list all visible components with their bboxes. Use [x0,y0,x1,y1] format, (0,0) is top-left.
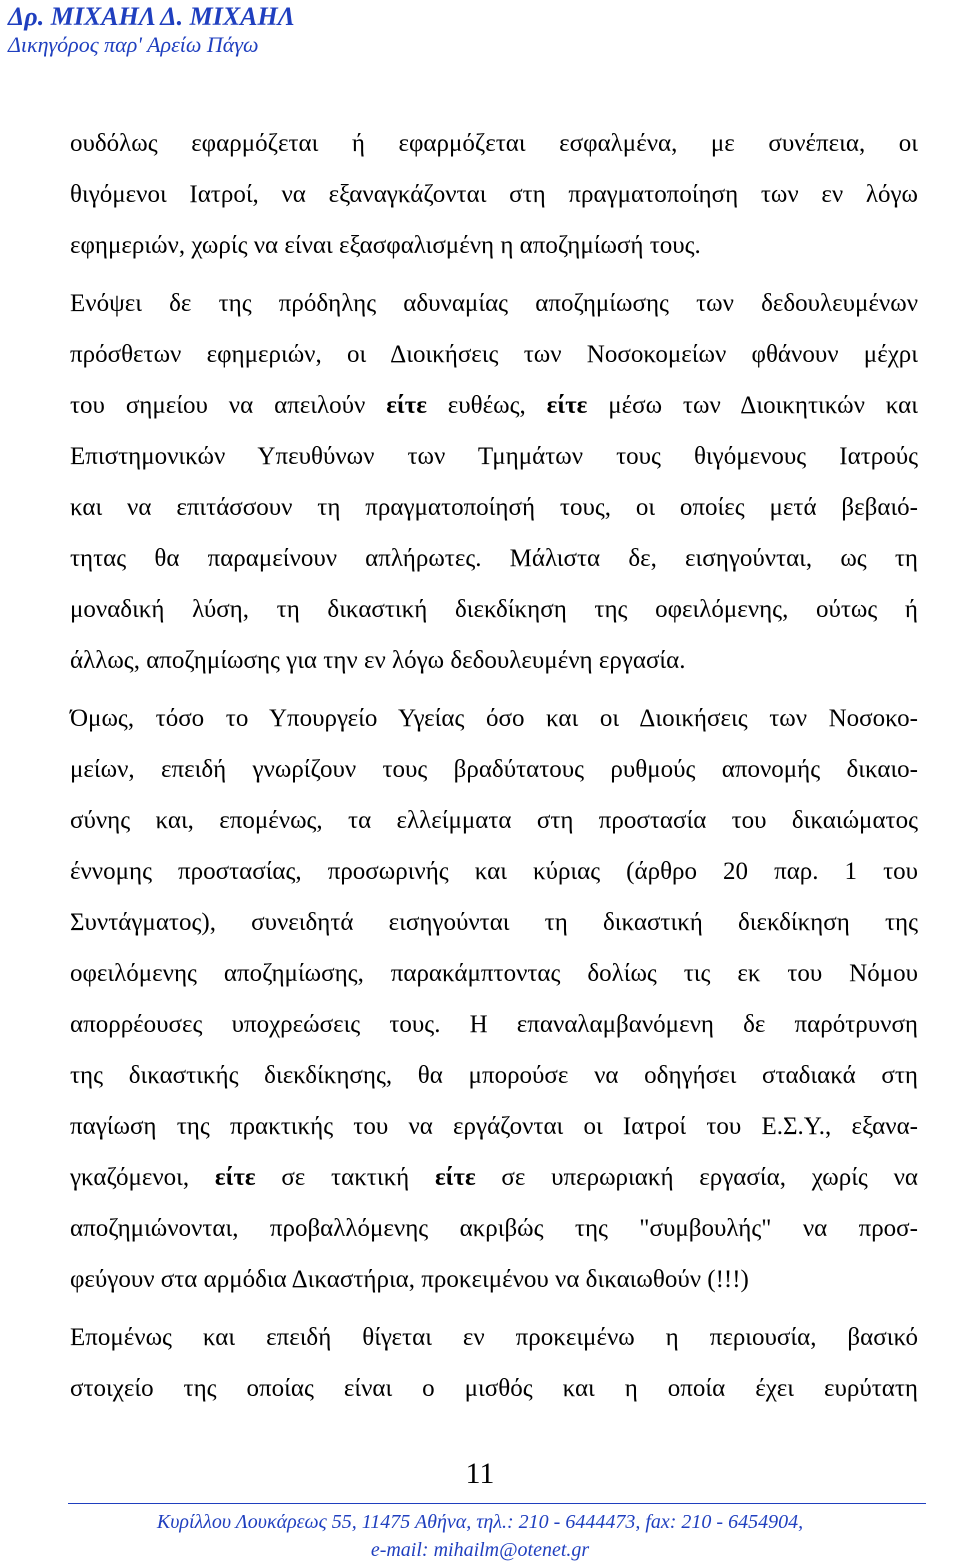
text-segment: της δικαστικής διεκδίκησης, θα μπορούσε να οδηγήσει σταδιακά στη [70,1062,918,1089]
footer-address: Κυρίλλου Λουκάρεως 55, 11475 Αθήνα, τηλ.: 210 - 6444473, fax: 210 - 6454904, [156,1511,804,1533]
text-line [70,431,918,482]
text-segment: παγίωση της πρακτικής του να εργάζονται οι Ιατροί του Ε.Σ.Υ., εξανα- [70,1113,918,1140]
text-segment: οφειλόμενης αποζημίωσης, παρακάμπτοντας δολίως τις εκ του Νόμου [70,960,918,987]
text-line [70,169,918,220]
text-segment: τητας θα παραμείνουν απλήρωτες. Μάλιστα δε, εισηγούνται, ως τη [70,545,918,572]
text-line [70,1152,918,1203]
text-line [70,584,918,635]
text-line [70,380,918,431]
text-line [70,846,918,897]
text-line [70,329,918,380]
text-segment: σε υπερωριακή εργασία, χωρίς να [475,1164,918,1191]
text-line [70,635,918,686]
text-line [70,948,918,999]
page-number: 11 [465,1457,495,1490]
paragraph [70,693,918,1305]
text-segment: θιγόμενοι Ιατροί, να εξαναγκάζονται στη πραγματοποίηση των εν λόγω [70,181,918,208]
footer-email: e-mail: mihailm@otenet.gr [370,1539,590,1561]
text-segment: του σημείου να απειλούν [70,392,387,419]
text-line [70,1050,918,1101]
text-line [70,533,918,584]
text-line [70,1312,918,1363]
emphasis-text: είτε [435,1164,476,1191]
text-segment: ουδόλως εφαρμόζεται ή εφαρμόζεται εσφαλμένα, με συνέπεια, οι [70,130,918,157]
emphasis-text: είτε [546,392,588,419]
text-segment: ευθέως, [426,392,547,419]
text-line [70,999,918,1050]
document-body [70,118,918,1414]
emphasis-text: είτε [386,392,427,419]
text-segment: απορρέουσες υποχρεώσεις τους. Η επαναλαμβανόμενη δε παρότρυνση [70,1011,918,1038]
text-line [70,897,918,948]
paragraph [70,278,918,686]
text-segment: σε τακτική [255,1164,435,1191]
text-segment: μοναδική λύση, τη δικαστική διεκδίκηση της οφειλόμενης, ούτως ή [70,596,918,623]
text-segment: μείων, επειδή γνωρίζουν τους βραδύτατους ρυθμούς απονομής δικαιο- [70,756,918,783]
text-segment: μέσω των Διοικητικών και [587,392,918,419]
text-segment: Συντάγματος), συνειδητά εισηγούνται τη δικαστική διεκδίκηση της [70,909,918,936]
text-segment: στοιχείο της οποίας είναι ο μισθός και η οποία έχει ευρύτατη [70,1375,918,1402]
text-line [70,118,918,169]
text-line [70,693,918,744]
text-segment: και να επιτάσσουν τη πραγματοποίησή τους, οι οποίες μετά βεβαιό- [70,494,918,521]
text-segment: γκαζόμενοι, [70,1164,215,1191]
paragraph [70,118,918,271]
text-line [70,1363,918,1414]
footer-divider [68,1503,926,1504]
text-line [70,795,918,846]
text-line [70,1203,918,1254]
text-segment: πρόσθετων εφημεριών, οι Διοικήσεις των Νοσοκομείων φθάνουν μέχρι [70,341,918,368]
text-segment: αποζημιώνονται, προβαλλόμενης ακριβώς της "συμβουλής" να προσ- [70,1215,918,1242]
text-segment: Όμως, τόσο το Υπουργείο Υγείας όσο και οι Διοικήσεις των Νοσοκο- [70,705,918,732]
text-line [70,1101,918,1152]
text-segment: άλλως, αποζημίωσης για την εν λόγω δεδουλευμένη εργασία. [70,647,686,674]
emphasis-text: είτε [214,1164,256,1191]
text-segment: έννομης προστασίας, προσωρινής και κύριας (άρθρο 20 παρ. 1 του [70,858,918,885]
text-line [70,482,918,533]
text-segment: φεύγουν στα αρμόδια Δικαστήρια, προκειμένου να δικαιωθούν (!!!) [70,1266,749,1293]
text-line [70,1254,918,1305]
text-line [70,278,918,329]
text-segment: Ενόψει δε της πρόδηλης αδυναμίας αποζημίωσης των δεδουλευμένων [70,290,918,317]
text-segment: Επιστημονικών Υπευθύνων των Τμημάτων τους θιγόμενους Ιατρούς [70,443,918,470]
text-segment: Επομένως και επειδή θίγεται εν προκειμένω η περιουσία, βασικό [70,1324,918,1351]
text-segment: σύνης και, επομένως, τα ελλείμματα στη προστασία του δικαιώματος [70,807,918,834]
lawyer-title: Δικηγόρος παρ' Αρείω Πάγω [8,32,259,57]
lawyer-name: Δρ. ΜΙΧΑΗΛ Δ. ΜΙΧΑΗΛ [8,2,296,31]
text-line [70,744,918,795]
text-segment: εφημεριών, χωρίς να είναι εξασφαλισμένη η αποζημίωσή τους. [70,232,701,259]
paragraph [70,1312,918,1414]
text-line [70,220,918,271]
